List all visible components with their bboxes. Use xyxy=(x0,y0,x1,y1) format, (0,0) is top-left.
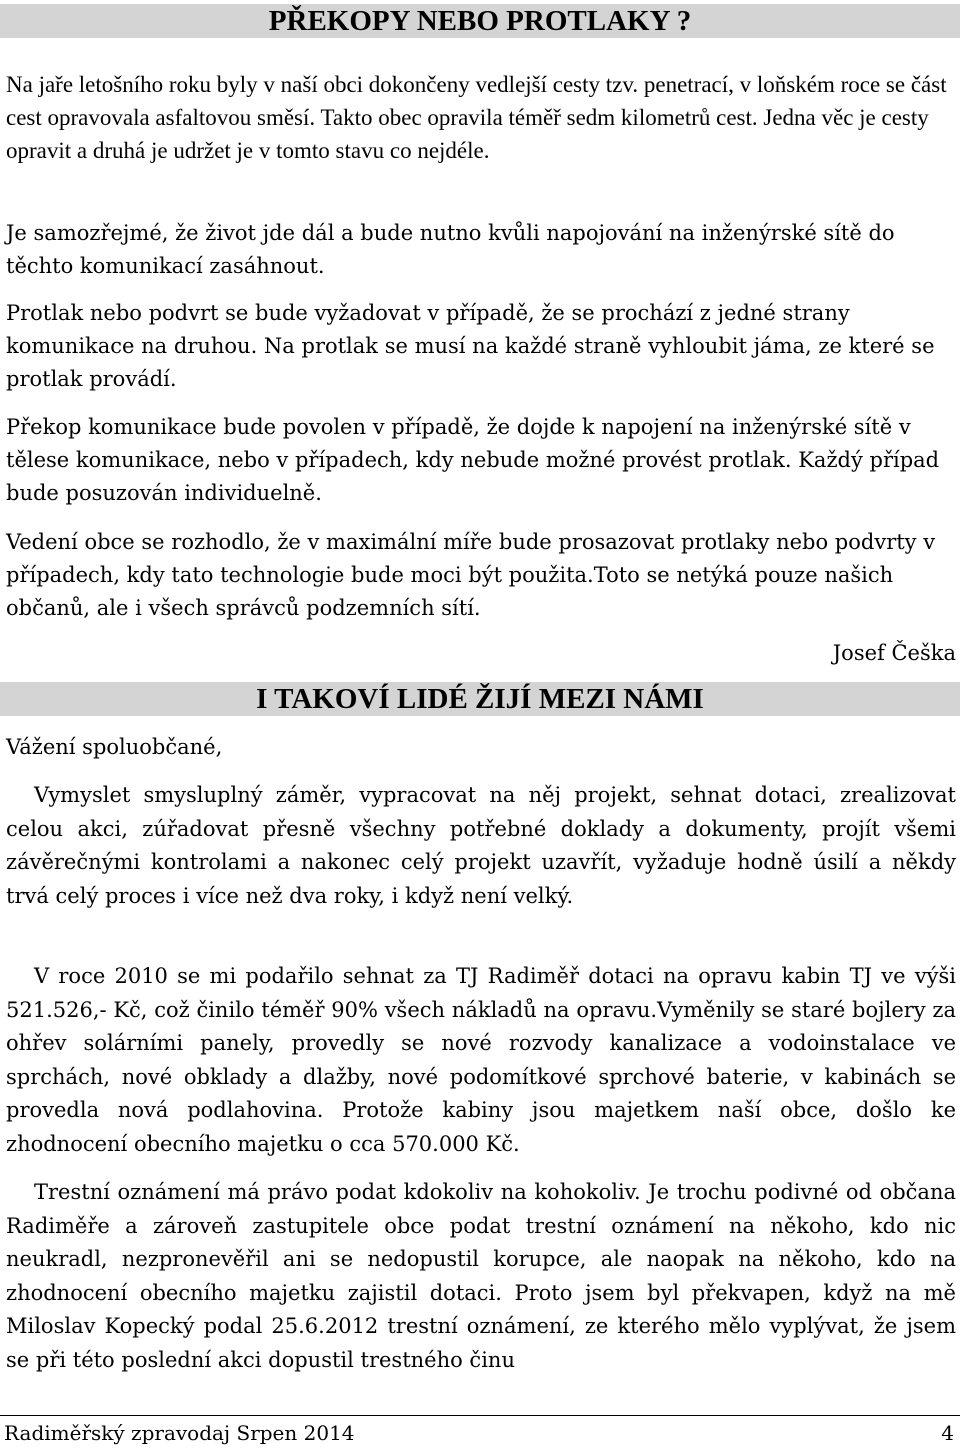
salutation: Vážení spoluobčané, xyxy=(6,735,223,759)
footer-divider xyxy=(0,1415,960,1416)
article-paragraph: Trestní oznámení má právo podat kdokoliv na kohokoliv. Je trochu podivné od občana Radiměře a zároveň zastupitele obce podat trestní oznámení na někoho, kdo nic neukradl, nezpronevěřil ani se nedopustil korupce, ale naopak na někoho, kdo na zhodnocení obecního majetku zajistil dotaci. Proto jsem byl překvapen, když na mě Miloslav Kopecký podal 25.6.2012 trestní oznámení, ze kterého mělo vyplývat, že jsem se při této poslední akci dopustil trestného činu xyxy=(6,1180,956,1372)
article-title-bar xyxy=(0,4,960,38)
article-paragraph: V roce 2010 se mi podařilo sehnat za TJ Radiměř dotaci na opravu kabin TJ ve výši 521.526,- Kč, což činilo téměř 90% všech nákladů na opravu.Vyměnily se staré bojlery za ohřev solárními panely, provedly se nové rozvody kanalizace a vodoinstalace ve sprchách, nové obklady a dlažby, nové podomítkové sprchové baterie, v kabinách se provedla nová podlahovina. Protože kabiny jsou majetkem naší obce, došlo ke zhodnocení obecního majetku o cca 570.000 Kč. xyxy=(6,964,956,1156)
article-paragraph: Překop komunikace bude povolen v případě, že dojde k napojení na inženýrské sítě v tělese komunikace, nebo v případech, kdy nebude možné provést protlak. Každý případ bude posuzován individuelně. xyxy=(6,415,940,505)
article-paragraph: Na jaře letošního roku byly v naší obci dokončeny vedlejší cesty tzv. penetrací, v loňském roce se část cest opravovala asfaltovou směsí. Takto obec opravila téměř sedm kilometrů cest. Jedna věc je cesty opravit a druhá je udržet je v tomto stavu co nejdéle. xyxy=(6,72,947,163)
author-signature: Josef Češka xyxy=(832,641,956,665)
article-paragraph: Vedení obce se rozhodlo, že v maximální míře bude prosazovat protlaky nebo podvrty v případech, kdy tato technologie bude moci být použita.Toto se netýká pouze našich občanů, ale i všech správců podzemních sítí. xyxy=(6,530,936,620)
article-title-bar xyxy=(0,682,960,716)
article-paragraph: Protlak nebo podvrt se bude vyžadovat v případě, že se prochází z jedné strany komunikace na druhou. Na protlak se musí na každé straně vyhloubit jáma, ze které se protlak provádí. xyxy=(6,301,935,391)
page-number: 4 xyxy=(941,1421,954,1445)
article-paragraph: Je samozřejmé, že život jde dál a bude nutno kvůli napojování na inženýrské sítě do těchto komunikací zasáhnout. xyxy=(6,221,895,278)
article-title: I TAKOVÍ LIDÉ ŽIJÍ MEZI NÁMI xyxy=(256,683,704,715)
article-title: PŘEKOPY NEBO PROTLAKY ? xyxy=(268,5,692,37)
footer-publication: Radiměřský zpravodaj Srpen 2014 xyxy=(4,1421,355,1445)
article-paragraph: Vymyslet smysluplný záměr, vypracovat na něj projekt, sehnat dotaci, zrealizovat celou akci, zúřadovat přesně všechny potřebné doklady a dokumenty, projít všemi závěrečnými kontrolami a nakonec celý projekt uzavřít, vyžaduje hodně úsilí a někdy trvá celý proces i více než dva roky, i když není velký. xyxy=(6,783,956,908)
